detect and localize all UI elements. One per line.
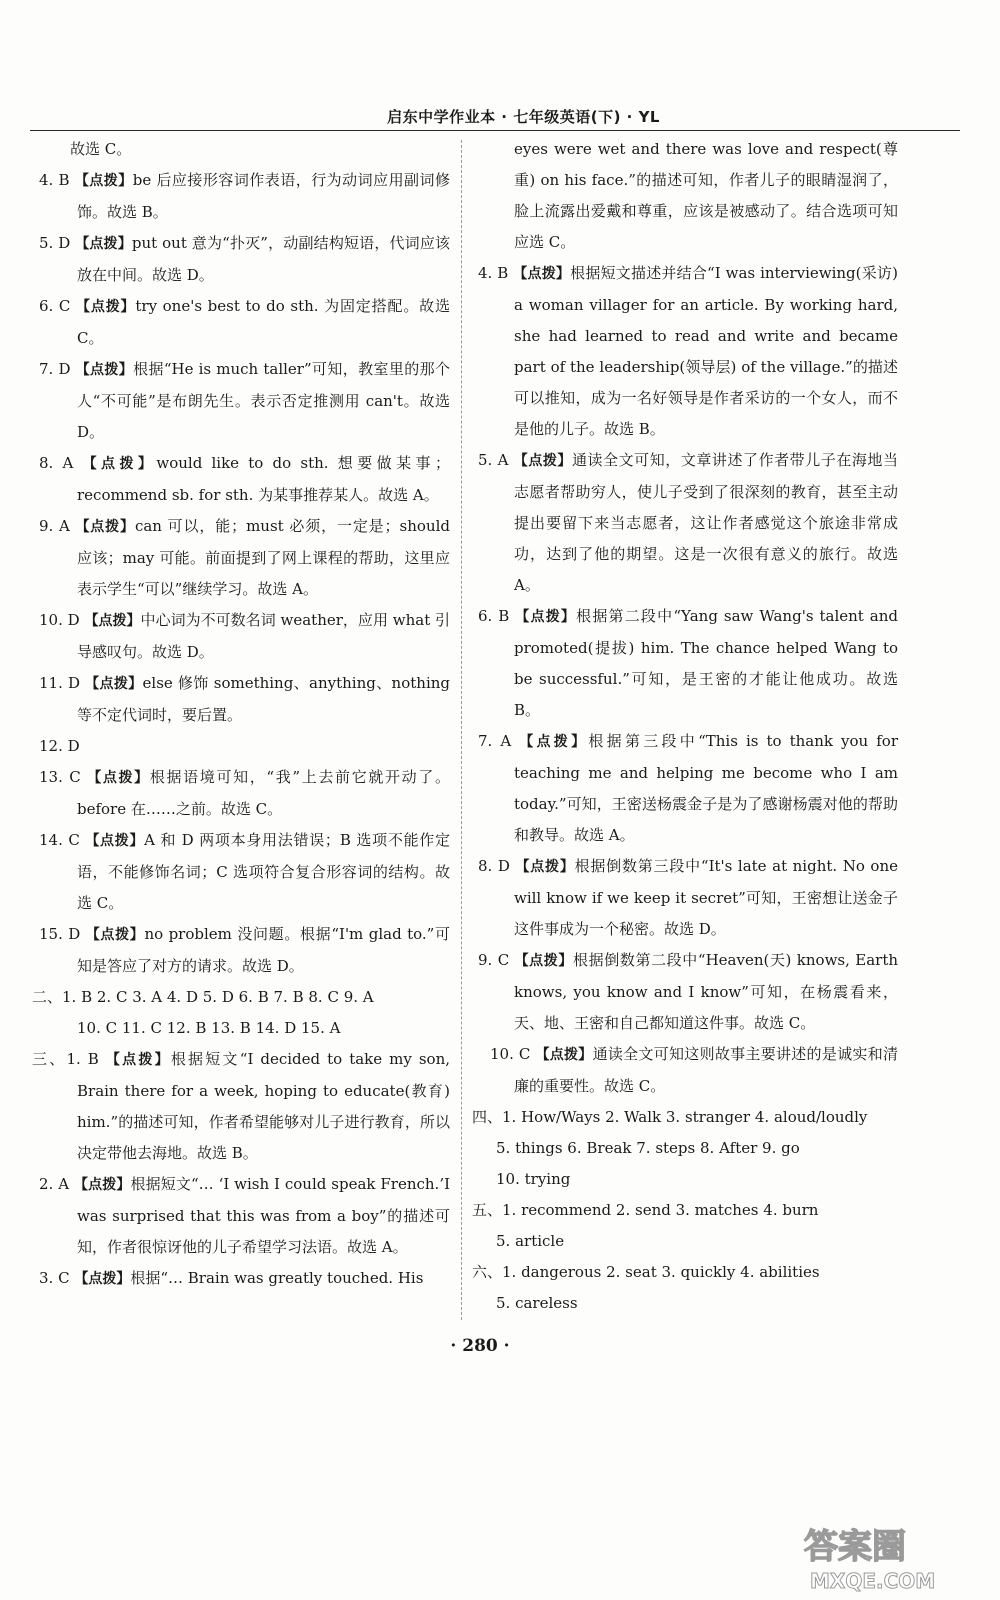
page-header xyxy=(30,104,960,131)
answer-entry: 6. C 【点拨】try one's best to do sth. 为固定搭配。故选 C。 xyxy=(39,297,451,347)
answer-entry: 二、1. B 2. C 3. A 4. D 5. D 6. B 7. B 8. C 9. A xyxy=(32,988,374,1006)
answer-entry: 4. B 【点拨】根据短文描述并结合“I was interviewing(采访) a woman villager for an article. By working hard, she had learned to read and write and became part of the leadership(领导层) of the village.”的描述可以推知，成为一名好领导是作者采访的一个女人，而不是他的儿子。故选 B。 xyxy=(478,264,898,438)
answer-entry: 5. D 【点拨】put out 意为“扑灭”，动副结构短语，代词应该放在中间。故选 D。 xyxy=(39,234,451,284)
tip-marker: 【点拨】 xyxy=(75,236,132,252)
answer-entry: 7. D 【点拨】根据“He is much taller”可知，教室里的那个人“不可能”是布朗先生。表示否定推测用 can't。故选 D。 xyxy=(39,360,451,441)
answer-entry: eyes were wet and there was love and respect(尊重) on his face.”的描述可知，作者儿子的眼睛湿润了，脸上流露出爱戴和尊重，应该是被感动了。结合选项可知应选 C。 xyxy=(514,140,898,251)
tip-marker: 【点拨】 xyxy=(105,1052,171,1068)
answer-entry: 2. A 【点拨】根据短文“… ‘I wish I could speak French.’I was surprised that this was from a boy”的描述可知，作者很惊讶他的儿子希望学习法语。故选 A。 xyxy=(39,1175,451,1256)
tip-marker: 【点拨】 xyxy=(513,453,572,469)
answer-entry: 12. D xyxy=(39,737,80,755)
tip-marker: 【点拨】 xyxy=(82,456,157,472)
tip-marker: 【点拨】 xyxy=(84,613,141,629)
answer-entry: 9. C 【点拨】根据倒数第二段中“Heaven(天) knows, Earth knows, you know and I know”可知，在杨震看来，天、地、王密和自己都知道这件事。故选 C。 xyxy=(478,951,899,1032)
tip-marker: 【点拨】 xyxy=(87,770,150,786)
tip-marker: 【点拨】 xyxy=(74,1271,131,1287)
tip-marker: 【点拨】 xyxy=(513,266,571,282)
answer-entry: 10. trying xyxy=(496,1170,571,1188)
answer-entry: 5. careless xyxy=(496,1294,578,1312)
answer-entry: 三、1. B 【点拨】根据短文“I decided to take my son, Brain there for a week, hoping to educate(教育) him.”的描述可知，作者希望能够对儿子进行教育，所以决定带他去海地。故选 B。 xyxy=(32,1050,451,1162)
answer-entry: 故选 C。 xyxy=(70,140,132,158)
answer-entry: 5. A 【点拨】通读全文可知，文章讲述了作者带儿子在海地当志愿者帮助穷人，使儿子受到了很深刻的教育，甚至主动提出要留下来当志愿者，这让作者感觉这个旅途非常成功，达到了他的期望。这是一次很有意义的旅行。故选 A。 xyxy=(478,451,898,594)
answer-entry: 四、1. How/Ways 2. Walk 3. stranger 4. aloud/loudly xyxy=(472,1108,868,1126)
tip-marker: 【点拨】 xyxy=(76,299,136,315)
watermark-text: 答案圈 xyxy=(804,1527,906,1567)
header-title: 启东中学作业本 · 七年级英语(下) · YL xyxy=(387,108,660,126)
tip-marker: 【点拨】 xyxy=(519,734,589,750)
left-column xyxy=(32,134,450,1295)
answer-entry: 6. B 【点拨】根据第二段中“Yang saw Wang's talent and promoted(提拔) him. The chance helped Wang to be successful.”可知，是王密的才能让他成功。故选 B。 xyxy=(478,607,898,719)
answer-entry: 15. D 【点拨】no problem 没问题。根据“I'm glad to.”可知是答应了对方的请求。故选 D。 xyxy=(39,925,451,975)
answer-entry: 3. C 【点拨】根据“… Brain was greatly touched. His xyxy=(39,1269,424,1287)
tip-marker: 【点拨】 xyxy=(514,953,574,969)
answer-entry: 8. A 【点拨】would like to do sth. 想要做某事；recommend sb. for sth. 为某事推荐某人。故选 A。 xyxy=(39,454,450,504)
answer-entry: 9. A 【点拨】can 可以，能；must 必须，一定是；should 应该；may 可能。前面提到了网上课程的帮助，这里应表示学生“可以”继续学习。故选 A。 xyxy=(39,517,451,598)
right-column xyxy=(472,134,898,1319)
answer-entry: 10. C 【点拨】通读全文可知这则故事主要讲述的是诚实和清廉的重要性。故选 C。 xyxy=(490,1045,898,1095)
answer-entry: 10. D 【点拨】中心词为不可数名词 weather，应用 what 引导感叹句。故选 D。 xyxy=(39,611,451,661)
tip-marker: 【点拨】 xyxy=(515,609,577,625)
answer-entry: 六、1. dangerous 2. seat 3. quickly 4. abilities xyxy=(472,1263,820,1281)
answer-entry: 10. C 11. C 12. B 13. B 14. D 15. A xyxy=(77,1019,341,1037)
answer-entry: 5. article xyxy=(496,1232,565,1250)
watermark-url: MXQE.COM xyxy=(810,1569,936,1593)
tip-marker: 【点拨】 xyxy=(74,173,133,189)
answer-entry: 五、1. recommend 2. send 3. matches 4. burn xyxy=(472,1201,819,1219)
answer-entry: 8. D 【点拨】根据倒数第三段中“It's late at night. No one will know if we keep it secret”可知，王密想让送金子这件事成为一个秘密。故选 D。 xyxy=(478,857,899,938)
tip-marker: 【点拨】 xyxy=(75,519,135,535)
answer-entry: 14. C 【点拨】A 和 D 两项本身用法错误；B 选项不能作定语，不能修饰名词；C 选项符合复合形容词的结构。故选 C。 xyxy=(39,831,450,912)
answer-entry: 4. B 【点拨】be 后应接形容词作表语，行为动词应用副词修饰。故选 B。 xyxy=(39,171,451,221)
tip-marker: 【点拨】 xyxy=(85,676,143,692)
page-number: · 280 · xyxy=(450,1336,510,1356)
tip-marker: 【点拨】 xyxy=(73,1177,131,1193)
answer-entry: 5. things 6. Break 7. steps 8. After 9. go xyxy=(496,1139,800,1157)
tip-marker: 【点拨】 xyxy=(515,859,575,875)
watermark-logo xyxy=(800,1514,960,1594)
tip-marker: 【点拨】 xyxy=(75,362,134,378)
column-divider xyxy=(461,140,462,1320)
answer-entry: 7. A 【点拨】根据第三段中“This is to thank you for teaching me and helping me become who I am today.”可知，王密送杨震金子是为了感谢杨震对他的帮助和教导。故选 A。 xyxy=(478,732,898,844)
tip-marker: 【点拨】 xyxy=(535,1047,593,1063)
answer-entry: 11. D 【点拨】else 修饰 something、anything、nothing 等不定代词时，要后置。 xyxy=(39,674,450,724)
answer-entry: 13. C 【点拨】根据语境可知，“我”上去前它就开动了。before 在……之前。故选 C。 xyxy=(39,768,451,818)
tip-marker: 【点拨】 xyxy=(85,833,145,849)
tip-marker: 【点拨】 xyxy=(85,927,145,943)
